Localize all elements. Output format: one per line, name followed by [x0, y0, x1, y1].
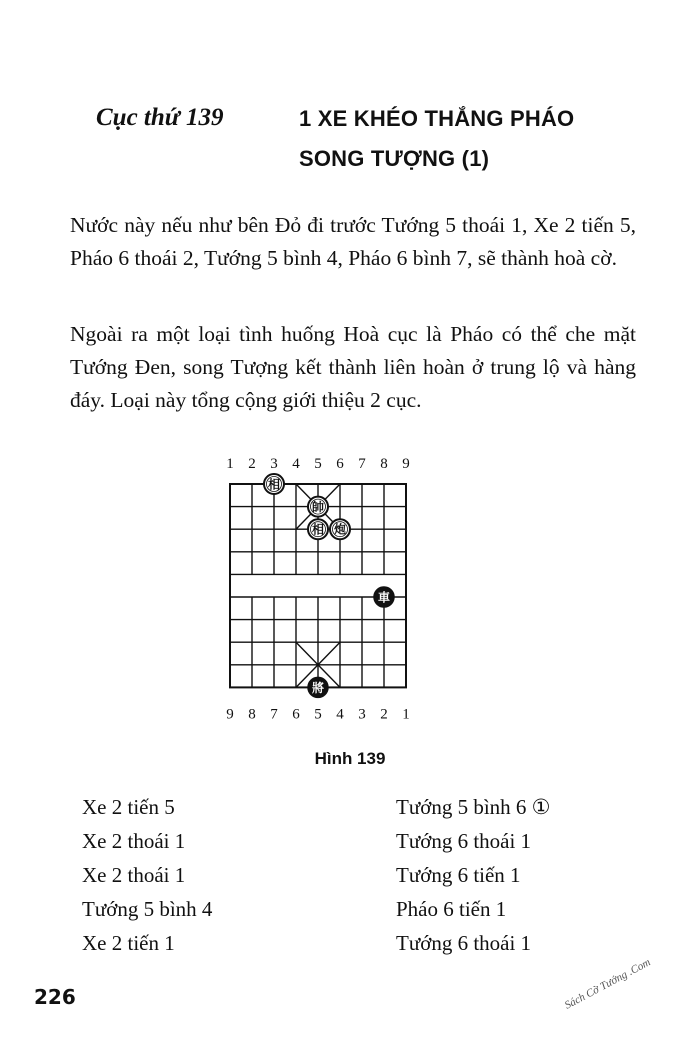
move-red-5: Xe 2 tiến 1 — [82, 931, 175, 955]
page-number: 226 — [34, 985, 76, 1009]
moves-red-column — [82, 790, 212, 960]
move-red-4: Tướng 5 bình 4 — [82, 897, 213, 921]
piece-elephant-top-glyph: 相 — [267, 477, 281, 492]
move-black-1: Tướng 5 bình 6 ① — [396, 795, 551, 819]
file-number-top: 2 — [248, 456, 256, 472]
piece-chariot-glyph: 車 — [377, 590, 391, 605]
file-number-bottom: 5 — [314, 706, 322, 723]
file-number-top: 9 — [402, 456, 410, 472]
file-number-top: 7 — [358, 456, 366, 472]
move-black-5: Tướng 6 thoái 1 — [396, 931, 532, 955]
file-number-bottom: 9 — [226, 706, 234, 723]
file-number-top: 5 — [314, 456, 322, 472]
paragraph-2-text: Ngoài ra một loại tình huống Hoà cục là Pháo có thể che mặt Tướng Đen, song Tượng kết thành liên hoàn ở trung lộ và hàng đáy. Loại này tổng cộng giới thiệu 2 cục. — [70, 322, 636, 412]
file-number-bottom: 2 — [380, 706, 388, 723]
file-number-top: 4 — [292, 456, 300, 472]
file-number-bottom: 8 — [248, 706, 256, 723]
piece-elephant-mid-glyph: 相 — [311, 522, 325, 537]
file-number-bottom: 6 — [292, 706, 300, 723]
paragraph-2 — [70, 318, 636, 417]
move-black-2: Tướng 6 thoái 1 — [396, 829, 532, 853]
move-red-3: Xe 2 thoái 1 — [82, 863, 186, 887]
file-number-top: 8 — [380, 456, 388, 472]
file-number-bottom: 1 — [402, 706, 410, 723]
title-line-2: SONG TƯỢNG (1) — [299, 146, 490, 171]
file-number-top: 3 — [270, 456, 278, 472]
piece-black-general-glyph: 將 — [311, 680, 325, 695]
move-black-4: Pháo 6 tiến 1 — [396, 897, 507, 921]
xiangqi-board-figure — [215, 448, 425, 738]
case-label: Cục thứ 139 — [96, 104, 224, 131]
paragraph-1-text: Nước này nếu như bên Đỏ đi trước Tướng 5 thoái 1, Xe 2 tiến 5, Pháo 6 thoái 2, Tướng 5 bình 4, Pháo 6 bình 7, sẽ thành hoà cờ. — [70, 213, 636, 270]
piece-general-glyph: 帥 — [311, 500, 325, 515]
watermark-text: Sách Cờ Tướng .Com — [562, 956, 653, 1012]
file-number-bottom: 7 — [270, 706, 278, 723]
move-black-3: Tướng 6 tiến 1 — [396, 863, 521, 887]
moves-black-column — [396, 790, 550, 960]
figure-caption: Hình 139 — [314, 749, 386, 768]
paragraph-1 — [70, 209, 636, 275]
title-line-1: 1 XE KHÉO THẮNG PHÁO — [299, 106, 575, 131]
file-number-top: 1 — [226, 456, 234, 472]
piece-cannon-glyph: 炮 — [333, 522, 347, 537]
file-number-bottom: 4 — [336, 706, 344, 723]
move-red-2: Xe 2 thoái 1 — [82, 829, 186, 853]
xiangqi-board — [215, 448, 425, 733]
file-number-bottom: 3 — [358, 706, 366, 723]
move-red-1: Xe 2 tiến 5 — [82, 795, 175, 819]
file-number-top: 6 — [336, 456, 344, 472]
